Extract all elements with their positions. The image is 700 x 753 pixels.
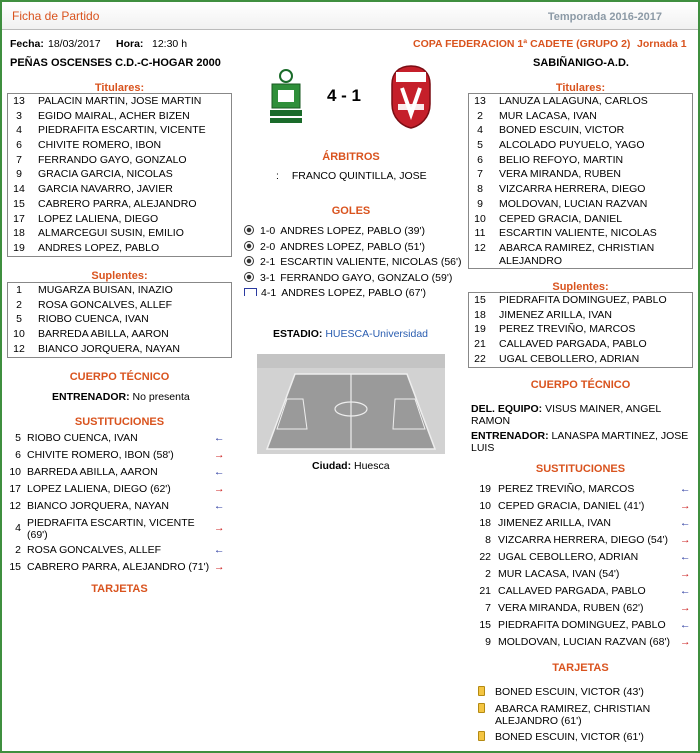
player-number: 19 <box>474 323 486 336</box>
sub-player-name[interactable]: ROSA GONCALVES, ALLEF <box>27 544 162 556</box>
away-cards-header: TARJETAS <box>552 662 609 674</box>
player-number: 14 <box>13 183 25 196</box>
arrow-left-icon: ← <box>680 551 691 563</box>
player-row[interactable] <box>469 167 692 182</box>
home-coach-name: No presenta <box>132 391 190 403</box>
substitution-row[interactable] <box>468 568 693 584</box>
away-starters-header: Titulares: <box>555 82 606 94</box>
city-label: Ciudad: <box>312 460 352 472</box>
stadium-info <box>273 328 428 340</box>
player-row[interactable] <box>469 153 692 168</box>
player-row[interactable] <box>8 312 231 327</box>
referees-header: ÁRBITROS <box>322 151 380 163</box>
stadium-photo <box>257 354 445 454</box>
goal-row[interactable] <box>244 272 452 284</box>
player-name[interactable]: CALLAVED PARGADA, PABLO <box>499 338 647 351</box>
sub-number: 2 <box>485 568 491 580</box>
player-number: 15 <box>13 197 25 210</box>
player-row[interactable] <box>8 182 231 197</box>
player-name[interactable]: BONED ESCUIN, VICTOR <box>499 124 625 137</box>
stadium-label: ESTADIO: <box>273 328 323 340</box>
player-row[interactable] <box>469 337 692 352</box>
player-row[interactable] <box>8 226 231 241</box>
arrow-left-icon: ← <box>214 544 225 556</box>
ball-icon <box>244 225 254 235</box>
away-team-name[interactable]: SABIÑANIGO-A.D. <box>533 57 629 69</box>
card-player-name[interactable]: BONED ESCUIN, VICTOR (61') <box>495 731 644 743</box>
player-number: 5 <box>16 313 22 326</box>
sub-player-name[interactable]: LOPEZ LALIENA, DIEGO (62') <box>27 483 171 495</box>
card-player-name[interactable]: BONED ESCUIN, VICTOR (43') <box>495 686 644 698</box>
arrow-left-icon: ← <box>680 619 691 631</box>
substitution-row[interactable] <box>7 466 232 482</box>
sub-player-name[interactable]: PEREZ TREVIÑO, MARCOS <box>498 483 635 495</box>
referee-sep: : <box>276 170 279 182</box>
away-coach-label: ENTRENADOR: <box>471 430 549 442</box>
player-name[interactable]: ANDRES LOPEZ, PABLO <box>38 241 160 254</box>
player-number: 18 <box>13 227 25 240</box>
substitution-row[interactable] <box>7 561 232 577</box>
away-cards-list <box>468 686 693 748</box>
sub-player-name[interactable]: UGAL CEBOLLERO, ADRIAN <box>498 551 639 563</box>
competition: COPA FEDERACION 1ª CADETE (GRUPO 2) <box>413 38 631 50</box>
player-number: 12 <box>13 342 25 355</box>
player-number: 2 <box>477 109 483 122</box>
player-row[interactable] <box>8 327 231 342</box>
sub-player-name[interactable]: CALLAVED PARGADA, PABLO <box>498 585 646 597</box>
player-name[interactable]: PIEDRAFITA ESCARTIN, VICENTE <box>38 124 206 137</box>
player-row[interactable] <box>469 226 692 241</box>
player-name[interactable]: MUR LACASA, IVAN <box>499 109 597 122</box>
player-row[interactable] <box>469 94 692 109</box>
sub-player-name[interactable]: PIEDRAFITA DOMINGUEZ, PABLO <box>498 619 666 631</box>
player-name[interactable]: ALMARCEGUI SUSIN, EMILIO <box>38 227 184 240</box>
home-subs-list <box>7 282 232 358</box>
player-row[interactable] <box>8 167 231 182</box>
card-player-name[interactable]: ABARCA RAMIREZ, CHRISTIAN ALEJANDRO (61') <box>495 703 651 727</box>
player-row[interactable] <box>8 138 231 153</box>
city-name: Huesca <box>354 460 390 472</box>
home-substitutions-header: SUSTITUCIONES <box>74 416 165 428</box>
home-team-name[interactable]: PEÑAS OSCENSES C.D.-C-HOGAR 2000 <box>10 57 221 69</box>
player-name[interactable]: LOPEZ LALIENA, DIEGO <box>38 212 159 225</box>
substitution-row[interactable] <box>7 432 232 448</box>
player-number: 1 <box>16 284 22 296</box>
arrow-right-icon: → <box>680 602 691 614</box>
substitution-row[interactable] <box>7 449 232 465</box>
player-row[interactable] <box>8 94 231 109</box>
sub-number: 19 <box>479 483 491 495</box>
substitution-row[interactable] <box>468 619 693 635</box>
home-coach-label: ENTRENADOR: <box>52 391 130 403</box>
player-row[interactable] <box>8 153 231 168</box>
away-coach-name: LANASPA MARTINEZ, JOSE LUIS <box>471 430 689 454</box>
player-name[interactable]: PALACIN MARTIN, JOSE MARTIN <box>38 95 202 107</box>
sub-number: 10 <box>479 500 491 512</box>
player-number: 11 <box>474 227 486 240</box>
home-subs-header: Suplentes: <box>91 270 148 282</box>
player-name[interactable]: ALCOLADO PUYUELO, YAGO <box>499 139 645 152</box>
arrow-right-icon: → <box>214 522 225 534</box>
player-number: 10 <box>474 212 486 225</box>
arrow-right-icon: → <box>680 534 691 546</box>
arrow-left-icon: ← <box>680 517 691 529</box>
player-row[interactable] <box>8 298 231 313</box>
player-row[interactable] <box>469 241 692 269</box>
sub-number: 4 <box>15 522 21 534</box>
player-number: 19 <box>13 241 25 254</box>
player-name[interactable]: GARCIA NAVARRO, JAVIER <box>38 183 173 196</box>
sub-player-name[interactable]: CEPED GRACIA, DANIEL (41') <box>498 500 645 512</box>
sub-number: 7 <box>485 602 491 614</box>
arrow-right-icon: → <box>214 483 225 495</box>
player-row[interactable] <box>469 123 692 138</box>
arrow-left-icon: ← <box>214 466 225 478</box>
player-number: 12 <box>474 241 486 254</box>
player-number: 9 <box>477 197 483 210</box>
player-number: 4 <box>16 124 22 137</box>
goal-player[interactable]: ANDRES LOPEZ, PABLO (39') <box>280 225 425 237</box>
goalpost-icon <box>244 288 257 296</box>
player-row[interactable] <box>8 123 231 138</box>
away-coach <box>471 430 693 454</box>
away-delegate-label: DEL. EQUIPO: <box>471 403 543 415</box>
arrow-left-icon: ← <box>680 585 691 597</box>
player-name[interactable]: JIMENEZ ARILLA, IVAN <box>499 308 613 321</box>
sub-player-name[interactable]: MOLDOVAN, LUCIAN RAZVAN (68') <box>498 636 670 648</box>
player-number: 21 <box>474 338 486 351</box>
player-number: 8 <box>477 183 483 196</box>
ball-icon <box>244 241 254 251</box>
sub-number: 2 <box>15 544 21 556</box>
player-row[interactable] <box>8 342 231 357</box>
arrow-left-icon: ← <box>214 500 225 512</box>
player-name[interactable]: UGAL CEBOLLERO, ADRIAN <box>499 352 640 365</box>
match-date: 18/03/2017 <box>48 38 101 50</box>
home-staff-header: CUERPO TÉCNICO <box>69 371 170 383</box>
goal-score: 3-1 <box>260 271 276 284</box>
player-name[interactable]: VIZCARRA HERRERA, DIEGO <box>499 183 646 196</box>
sub-number: 21 <box>479 585 491 597</box>
home-starters-header: Titulares: <box>94 82 145 94</box>
player-name[interactable]: FERRANDO GAYO, GONZALO <box>38 153 187 166</box>
player-number: 17 <box>13 212 25 225</box>
substitution-row[interactable] <box>468 551 693 567</box>
player-number: 2 <box>16 298 22 311</box>
substitution-row[interactable] <box>468 500 693 516</box>
player-number: 7 <box>16 153 22 166</box>
date-label: Fecha: <box>10 38 44 50</box>
player-name[interactable]: PEREZ TREVIÑO, MARCOS <box>499 323 636 336</box>
time-label: Hora: <box>116 38 144 50</box>
page-title: Ficha de Partido <box>12 9 100 23</box>
match-score: 4 - 1 <box>327 86 362 105</box>
player-row[interactable] <box>8 197 231 212</box>
player-number: 3 <box>16 109 22 122</box>
arrow-right-icon: → <box>214 561 225 573</box>
player-name[interactable]: RIOBO CUENCA, IVAN <box>38 313 149 326</box>
player-name[interactable]: BIANCO JORQUERA, NAYAN <box>38 342 180 355</box>
home-coach <box>52 391 190 403</box>
sub-player-name[interactable]: JIMENEZ ARILLA, IVAN <box>498 517 612 529</box>
city-info <box>312 460 390 472</box>
sub-number: 5 <box>15 432 21 444</box>
player-row[interactable] <box>8 212 231 227</box>
player-number: 22 <box>474 352 486 365</box>
match-time: 12:30 h <box>152 38 188 50</box>
player-row[interactable] <box>8 109 231 124</box>
arrow-left-icon: ← <box>680 483 691 495</box>
substitution-row[interactable] <box>468 636 693 652</box>
goal-player[interactable]: FERRANDO GAYO, GONZALO (59') <box>280 271 453 284</box>
away-substitutions-header: SUSTITUCIONES <box>535 463 626 475</box>
referee-name: FRANCO QUINTILLA, JOSE <box>291 170 427 182</box>
goal-row[interactable] <box>244 225 425 237</box>
player-name[interactable]: PIEDRAFITA DOMINGUEZ, PABLO <box>499 294 667 306</box>
home-substitutions-list <box>7 432 232 572</box>
player-row[interactable] <box>8 241 231 256</box>
player-name[interactable]: BARREDA ABILLA, AARON <box>38 328 169 341</box>
arrow-right-icon: → <box>680 568 691 580</box>
player-name[interactable]: BELIO REFOYO, MARTIN <box>499 153 624 166</box>
yellow-card-icon <box>478 731 485 741</box>
player-row[interactable] <box>469 352 692 367</box>
sub-number: 17 <box>9 483 21 495</box>
referee <box>276 170 427 182</box>
substitution-row[interactable] <box>468 585 693 601</box>
sub-number: 18 <box>479 517 491 529</box>
sub-number: 10 <box>9 466 21 478</box>
sub-player-name[interactable]: BIANCO JORQUERA, NAYAN <box>27 500 169 512</box>
season-label: Temporada 2016-2017 <box>547 11 662 23</box>
away-starters-list <box>468 93 693 269</box>
away-delegate-name: VISUS MAINER, ANGEL RAMON <box>471 403 661 427</box>
player-number: 5 <box>477 139 483 152</box>
player-name[interactable]: CEPED GRACIA, DANIEL <box>499 212 623 225</box>
player-number: 7 <box>477 168 483 181</box>
away-subs-list <box>468 292 693 368</box>
round: Jornada 1 <box>637 38 687 50</box>
substitution-row[interactable] <box>468 534 693 550</box>
player-number: 18 <box>474 308 486 321</box>
player-name[interactable]: LANUZA LALAGUNA, CARLOS <box>499 95 648 107</box>
arrow-right-icon: → <box>680 636 691 648</box>
player-name[interactable]: MOLDOVAN, LUCIAN RAZVAN <box>499 197 648 210</box>
player-name[interactable]: ROSA GONCALVES, ALLEF <box>38 298 173 311</box>
away-staff-header: CUERPO TÉCNICO <box>530 379 631 391</box>
player-row[interactable] <box>469 308 692 323</box>
goals-list <box>244 225 464 301</box>
player-row[interactable] <box>469 293 692 308</box>
away-subs-header: Suplentes: <box>552 281 609 293</box>
goal-score: 2-1 <box>260 256 276 268</box>
player-row[interactable] <box>469 109 692 124</box>
goal-row[interactable] <box>244 256 462 268</box>
yellow-card-icon <box>478 686 485 696</box>
sub-number: 22 <box>479 551 491 563</box>
stadium-link[interactable]: HUESCA-Universidad <box>325 328 429 340</box>
player-number: 9 <box>16 168 22 181</box>
arrow-right-icon: → <box>680 500 691 512</box>
player-row[interactable] <box>8 283 231 298</box>
substitution-row[interactable] <box>7 544 232 560</box>
sub-player-name[interactable]: CHIVITE ROMERO, IBON (58') <box>27 449 174 461</box>
ball-icon <box>244 272 254 282</box>
yellow-card-icon <box>478 703 485 713</box>
player-row[interactable] <box>469 197 692 212</box>
away-substitutions-list <box>468 483 693 653</box>
sub-player-name[interactable]: BARREDA ABILLA, AARON <box>27 466 158 478</box>
goal-score: 2-0 <box>260 240 276 253</box>
substitution-row[interactable] <box>7 517 232 543</box>
sub-player-name[interactable]: PIEDRAFITA ESCARTIN, VICENTE (69') <box>27 517 195 541</box>
player-name[interactable]: ESCARTIN VALIENTE, NICOLAS <box>499 227 657 240</box>
ball-icon <box>244 256 254 266</box>
player-number: 6 <box>16 139 22 152</box>
player-name[interactable]: MUGARZA BUISAN, INAZIO <box>38 284 173 296</box>
sub-player-name[interactable]: MUR LACASA, IVAN (54') <box>498 568 620 580</box>
home-starters-list <box>7 93 232 257</box>
home-cards-header: TARJETAS <box>91 583 148 595</box>
away-delegate <box>471 403 693 427</box>
title-bar <box>2 2 698 30</box>
player-name[interactable]: CHIVITE ROMERO, IBON <box>38 139 162 152</box>
sub-player-name[interactable]: VERA MIRANDA, RUBEN (62') <box>498 602 644 614</box>
player-name[interactable]: VERA MIRANDA, RUBEN <box>499 168 621 181</box>
sub-number: 15 <box>479 619 491 631</box>
player-name[interactable]: CABRERO PARRA, ALEJANDRO <box>38 197 197 210</box>
sub-number: 8 <box>485 534 491 546</box>
away-crest-icon[interactable] <box>388 64 434 130</box>
goal-player[interactable]: ANDRES LOPEZ, PABLO (51') <box>280 240 425 253</box>
goal-row[interactable] <box>244 287 426 299</box>
player-number: 6 <box>477 153 483 166</box>
player-number: 4 <box>477 124 483 137</box>
goal-score: 1-0 <box>260 225 276 237</box>
player-number: 15 <box>474 294 486 306</box>
goals-header: GOLES <box>331 205 371 217</box>
sub-number: 15 <box>9 561 21 573</box>
player-row[interactable] <box>469 182 692 197</box>
player-number: 13 <box>474 95 486 107</box>
player-name[interactable]: ABARCA RAMIREZ, CHRISTIAN ALEJANDRO <box>499 241 655 267</box>
sub-player-name[interactable]: RIOBO CUENCA, IVAN <box>27 432 138 444</box>
substitution-row[interactable] <box>7 483 232 499</box>
substitution-row[interactable] <box>7 500 232 516</box>
goal-player[interactable]: ANDRES LOPEZ, PABLO (67') <box>281 287 426 299</box>
substitution-row[interactable] <box>468 517 693 533</box>
player-row[interactable] <box>469 212 692 227</box>
sub-player-name[interactable]: VIZCARRA HERRERA, DIEGO (54') <box>498 534 669 546</box>
player-number: 13 <box>13 95 25 107</box>
player-row[interactable] <box>469 138 692 153</box>
sub-number: 6 <box>15 449 21 461</box>
player-row[interactable] <box>469 322 692 337</box>
goal-player[interactable]: ESCARTIN VALIENTE, NICOLAS (56') <box>280 256 462 268</box>
player-name[interactable]: GRACIA GARCIA, NICOLAS <box>38 168 173 181</box>
home-crest-icon[interactable] <box>266 66 306 128</box>
sub-player-name[interactable]: CABRERO PARRA, ALEJANDRO (71') <box>27 561 210 573</box>
arrow-left-icon: ← <box>214 432 225 444</box>
goal-score: 4-1 <box>261 287 277 299</box>
sub-number: 9 <box>485 636 491 648</box>
player-number: 10 <box>13 328 25 341</box>
substitution-row[interactable] <box>468 483 693 499</box>
player-name[interactable]: EGIDO MAIRAL, ACHER BIZEN <box>38 109 190 122</box>
arrow-right-icon: → <box>214 449 225 461</box>
sub-number: 12 <box>9 500 21 512</box>
substitution-row[interactable] <box>468 602 693 618</box>
goal-row[interactable] <box>244 241 425 253</box>
